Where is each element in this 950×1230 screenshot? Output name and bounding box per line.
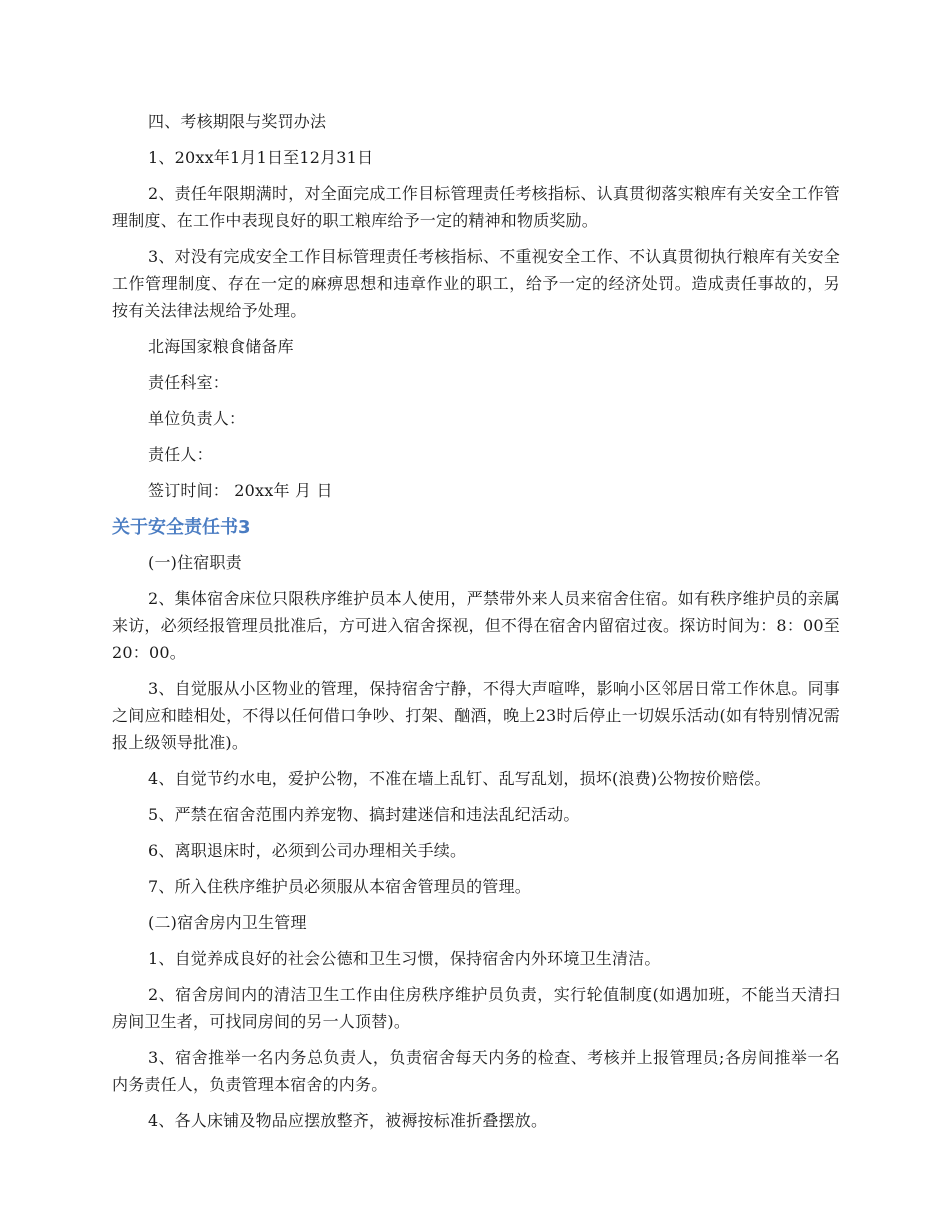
paragraph-dorm-leader: 3、宿舍推举一名内务总负责人，负责宿舍每天内务的检查、考核并上报管理员;各房间推举一名内务责任人，负责管理本宿舍的内务。 bbox=[112, 1048, 840, 1094]
subsection-title-lodging: (一)住宿职责 bbox=[148, 553, 242, 572]
document-page bbox=[112, 108, 840, 1143]
paragraph-checkout: 6、离职退床时，必须到公司办理相关手续。 bbox=[148, 841, 467, 860]
signing-date-line: 签订时间： 20xx年 月 日 bbox=[148, 481, 333, 500]
paragraph-period: 1、20xx年1月1日至12月31日 bbox=[148, 148, 374, 167]
organization-name: 北海国家粮食储备库 bbox=[148, 337, 294, 356]
paragraph-bedding: 4、各人床铺及物品应摆放整齐，被褥按标准折叠摆放。 bbox=[148, 1111, 548, 1130]
paragraph-hygiene-habits: 1、自觉养成良好的社会公德和卫生习惯，保持宿舍内外环境卫生清洁。 bbox=[148, 949, 661, 968]
paragraph-cleaning-rotation: 2、宿舍房间内的清洁卫生工作由住房秩序维护员负责，实行轮值制度(如遇加班，不能当天清扫房间卫生者，可找同房间的另一人顶替)。 bbox=[112, 985, 840, 1031]
section-heading: 关于安全责任书3 bbox=[112, 517, 251, 538]
paragraph-quiet: 3、自觉服从小区物业的管理，保持宿舍宁静，不得大声喧哗，影响小区邻居日常工作休息。同事之间应和睦相处，不得以任何借口争吵、打架、酗酒，晚上23时后停止一切娱乐活动(如有特别情况需报上级领导批准)。 bbox=[112, 679, 840, 752]
section-title-assessment: 四、考核期限与奖罚办法 bbox=[148, 112, 327, 131]
paragraph-bed-usage: 2、集体宿舍床位只限秩序维护员本人使用，严禁带外来人员来宿舍住宿。如有秩序维护员的亲属来访，必须经报管理员批准后，方可进入宿舍探视，但不得在宿舍内留宿过夜。探访时间为：8：00至20：00。 bbox=[112, 589, 840, 662]
paragraph-utilities: 4、自觉节约水电，爱护公物，不准在墙上乱钉、乱写乱划，损坏(浪费)公物按价赔偿。 bbox=[148, 769, 771, 788]
paragraph-pets: 5、严禁在宿舍范围内养宠物、搞封建迷信和违法乱纪活动。 bbox=[148, 805, 580, 824]
responsible-department-line: 责任科室： bbox=[148, 373, 230, 392]
paragraph-obey-manager: 7、所入住秩序维护员必须服从本宿舍管理员的管理。 bbox=[148, 877, 531, 896]
unit-leader-line: 单位负责人： bbox=[148, 409, 246, 428]
paragraph-reward: 2、责任年限期满时，对全面完成工作目标管理责任考核指标、认真贯彻落实粮库有关安全工作管理制度、在工作中表现良好的职工粮库给予一定的精神和物质奖励。 bbox=[112, 184, 840, 230]
subsection-title-hygiene: (二)宿舍房内卫生管理 bbox=[148, 913, 307, 932]
responsible-person-line: 责任人： bbox=[148, 445, 213, 464]
paragraph-penalty: 3、对没有完成安全工作目标管理责任考核指标、不重视安全工作、不认真贯彻执行粮库有关安全工作管理制度、存在一定的麻痹思想和违章作业的职工，给予一定的经济处罚。造成责任事故的，另按有关法律法规给予处理。 bbox=[112, 247, 840, 320]
